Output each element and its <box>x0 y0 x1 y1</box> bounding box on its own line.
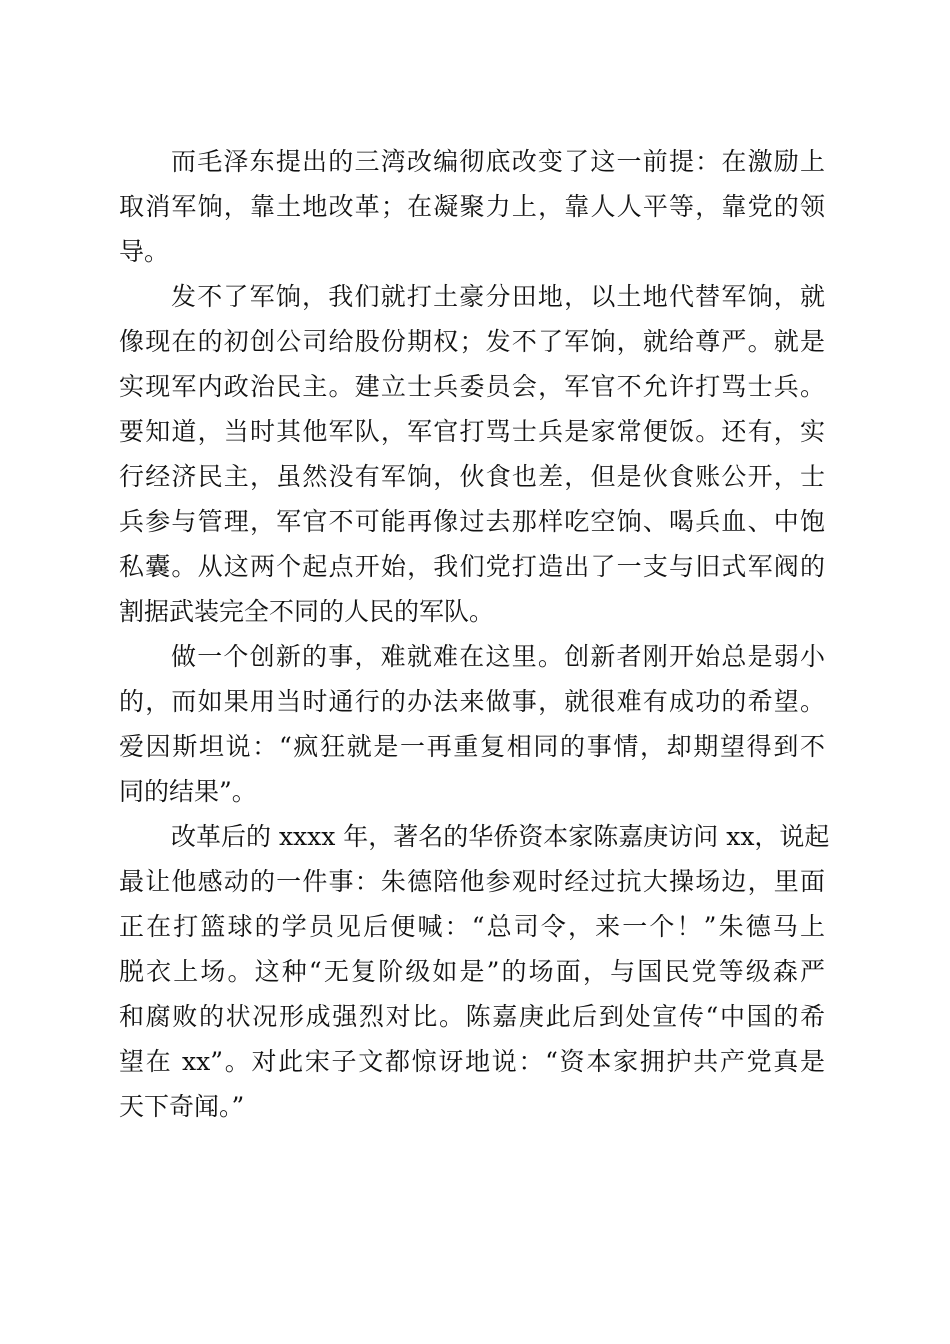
paragraph-2-line-2: 像现在的初创公司给股份期权；发不了军饷，就给尊严。就是 <box>119 327 825 356</box>
paragraph-2-line-7: 私囊。从这两个起点开始，我们党打造出了一支与旧式军阀的 <box>119 552 825 581</box>
paragraph-4-line-3: 正在打篮球的学员见后便喊：“总司令，来一个！”朱德马上 <box>119 912 825 941</box>
paragraph-2-line-3: 实现军内政治民主。建立士兵委员会，军官不允许打骂士兵。 <box>119 372 825 401</box>
paragraph-4-line-1: 改革后的 xxxx 年，著名的华侨资本家陈嘉庚访问 xx，说起 <box>171 822 830 851</box>
paragraph-3-line-2: 的，而如果用当时通行的办法来做事，就很难有成功的希望。 <box>119 687 825 716</box>
paragraph-4-line-5: 和腐败的状况形成强烈对比。陈嘉庚此后到处宣传“中国的希 <box>119 1002 825 1031</box>
paragraph-2-line-6: 兵参与管理，军官不可能再像过去那样吃空饷、喝兵血、中饱 <box>119 507 825 536</box>
paragraph-4-line-2: 最让他感动的一件事：朱德陪他参观时经过抗大操场边，里面 <box>119 867 825 896</box>
paragraph-2-line-5: 行经济民主，虽然没有军饷，伙食也差，但是伙食账公开，士 <box>119 462 825 491</box>
paragraph-1-line-3: 导。 <box>119 237 170 266</box>
paragraph-1-line-1: 而毛泽东提出的三湾改编彻底改变了这一前提：在激励上 <box>171 147 825 176</box>
paragraph-3-line-4: 同的结果”。 <box>119 777 257 806</box>
paragraph-4-line-6: 望在 xx”。对此宋子文都惊讶地说：“资本家拥护共产党真是 <box>119 1047 825 1076</box>
paragraph-2-line-4: 要知道，当时其他军队，军官打骂士兵是家常便饭。还有，实 <box>119 417 825 446</box>
paragraph-1-line-2: 取消军饷，靠土地改革；在凝聚力上，靠人人平等，靠党的领 <box>119 192 825 221</box>
paragraph-4-line-7: 天下奇闻。” <box>119 1092 245 1121</box>
paragraph-2-line-1: 发不了军饷，我们就打土豪分田地，以土地代替军饷，就 <box>171 282 825 311</box>
paragraph-3-line-3: 爱因斯坦说：“疯狂就是一再重复相同的事情，却期望得到不 <box>119 732 825 761</box>
paragraph-4-line-4: 脱衣上场。这种“无复阶级如是”的场面，与国民党等级森严 <box>119 957 825 986</box>
document-body <box>119 139 830 1129</box>
paragraph-3-line-1: 做一个创新的事，难就难在这里。创新者刚开始总是弱小 <box>171 642 825 671</box>
paragraph-2-line-8: 割据武装完全不同的人民的军队。 <box>119 597 495 626</box>
